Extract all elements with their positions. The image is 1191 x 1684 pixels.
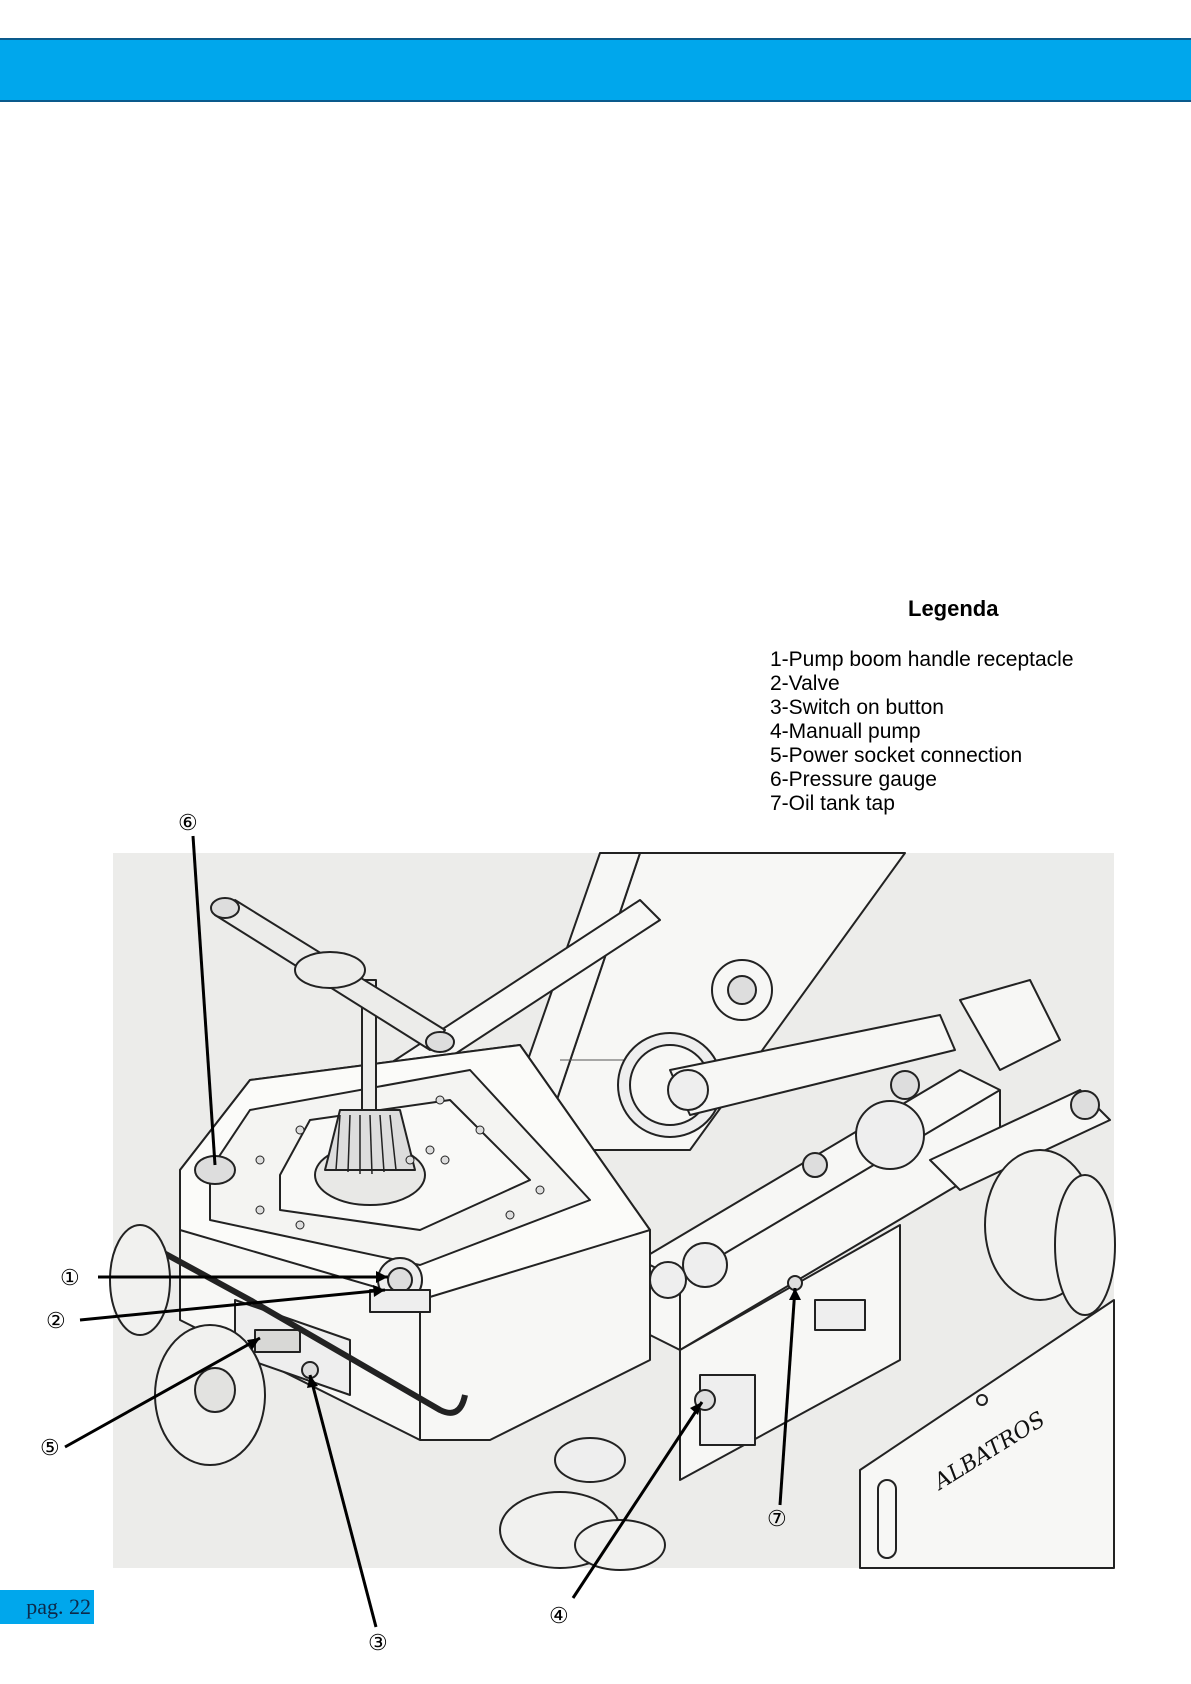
legend-item: 1-Pump boom handle receptacle [770,648,1074,671]
callout-4: ④ [549,1604,569,1629]
callout-3: ③ [368,1631,388,1656]
callout-5: ⑤ [40,1436,60,1461]
legend-item: 2-Valve [770,672,840,695]
legend-title: Legenda [908,596,999,621]
header-bar [0,38,1191,102]
callout-2: ② [46,1309,66,1334]
callout-6: ⑥ [178,811,198,836]
page-number [0,1590,94,1624]
machine-illustration [0,780,1191,1680]
callout-7: ⑦ [767,1507,787,1532]
oil-tank-tap [788,1276,802,1290]
legend-item: 4-Manuall pump [770,720,921,743]
legend-item: 3-Switch on button [770,696,944,719]
legend-item: 5-Power socket connection [770,744,1023,767]
legend-item: 6-Pressure gauge [770,768,937,791]
brand-text: ALBATROS [929,1407,1050,1496]
callout-1: ① [60,1266,80,1291]
legend-item: 7-Oil tank tap [770,792,895,815]
page-number-label: pag. 22 [26,1594,91,1619]
